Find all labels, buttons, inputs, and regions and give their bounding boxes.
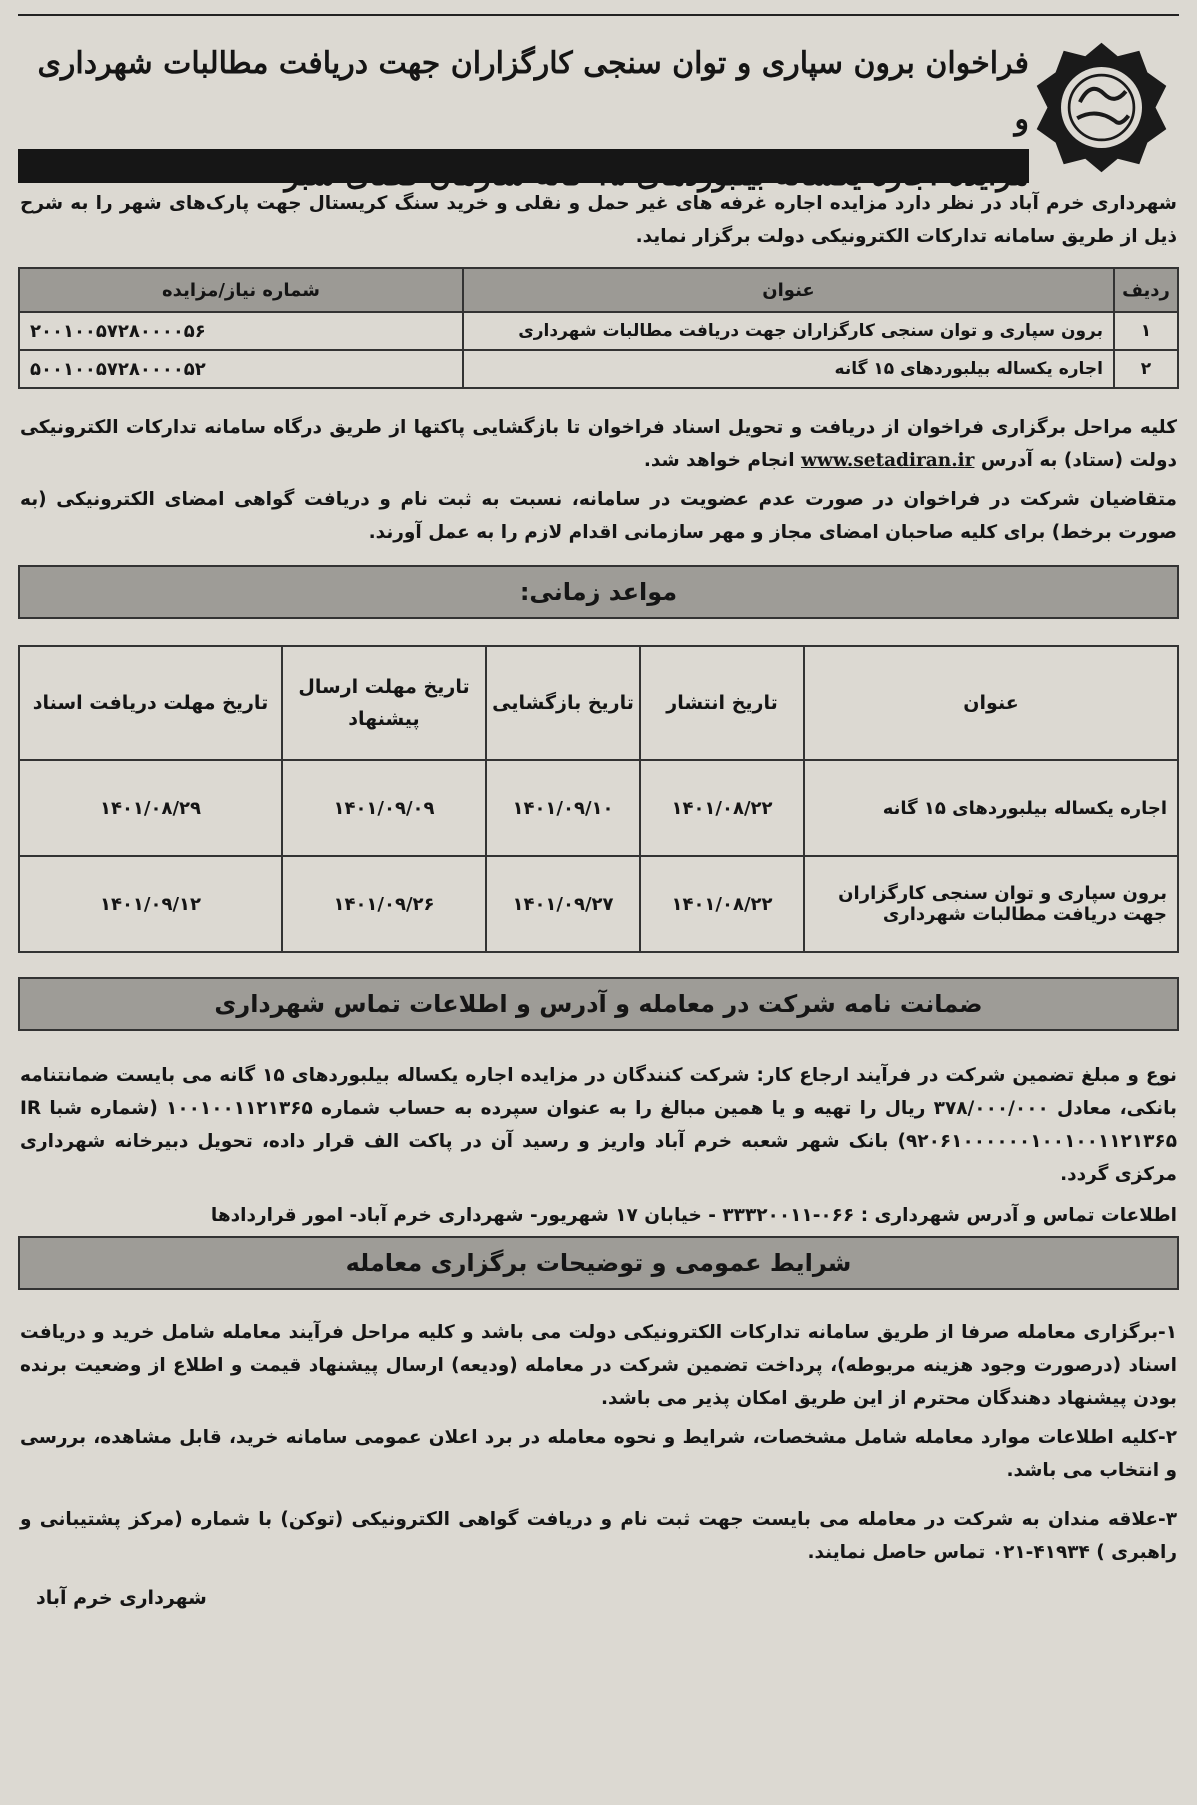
schedule-title: برون سپاری و توان سنجی کارگزاران جهت دریافت مطالبات شهرداری <box>804 856 1178 952</box>
procedure-text: کلیه مراحل برگزاری فراخوان از دریافت و تحویل اسناد فراخوان تا بازگشایی پاکتها از طریق درگاه سامانه تدارکات الکترونیکی دولت (ستاد) به آدرس <box>20 417 1177 471</box>
submit-date: ۱۴۰۱/۰۹/۲۶ <box>282 856 486 952</box>
header <box>18 14 1179 181</box>
col-header-publish: تاریخ انتشار <box>640 646 804 760</box>
row-number: ۲ <box>1114 350 1178 388</box>
schedule-table <box>18 645 1179 953</box>
col-header-title: عنوان <box>463 268 1114 312</box>
receive-date: ۱۴۰۱/۰۸/۲۹ <box>19 760 282 856</box>
auction-table <box>18 267 1179 389</box>
col-header-receive: تاریخ مهلت دریافت اسناد <box>19 646 282 760</box>
row-number: ۱ <box>1114 312 1178 350</box>
guarantee-paragraph: نوع و مبلغ تضمین شرکت در فرآیند ارجاع کار: شرکت کنندگان در مزایده اجاره یکساله بیلبوردهای ۱۵ گانه می بایست ضمانتنامه بانکی، معادل ۳۷۸/۰۰۰/۰۰۰ ریال را تهیه و یا همین مبالغ را به عنوان سپرده به حساب شماره ۱۰۰۱۰۰۱۱۲۱۳۶۵ (شماره شبا IR ۹۲۰۶۱۰۰۰۰۰۰۱۰۰۱۰۰۱۱۲۱۳۶۵) بانک شهر شعبه خرم آباد واریز و رسید آن در پاکت الف قرار داده، تحویل دبیرخانه شهرداری مرکزی گردد. <box>20 1065 1178 1185</box>
row-title: اجاره یکساله بیلبوردهای ۱۵ گانه <box>463 350 1114 388</box>
condition-item-2: ۲-کلیه اطلاعات موارد معامله شامل مشخصات، شرایط و نحوه معامله در برد اعلان عمومی سامانه خرید، قابل مشاهده، بررسی و انتخاب می باشد. <box>20 1427 1177 1481</box>
intro-paragraph: شهرداری خرم آباد در نظر دارد مزایده اجاره غرفه های غیر حمل و نقلی و خرید سنگ کریستال جهت پارک‌های شهر را به شرح ذیل از طریق سامانه تدارکات الکترونیکی دولت برگزار نماید. <box>20 193 1177 247</box>
receive-date: ۱۴۰۱/۰۹/۱۲ <box>19 856 282 952</box>
guarantee-heading: ضمانت نامه شرکت در معامله و آدرس و اطلاعات تماس شهرداری <box>18 977 1179 1031</box>
opening-date: ۱۴۰۱/۰۹/۱۰ <box>486 760 640 856</box>
row-code: ۲۰۰۱۰۰۵۷۲۸۰۰۰۰۵۶ <box>19 312 463 350</box>
submit-date: ۱۴۰۱/۰۹/۰۹ <box>282 760 486 856</box>
conditions-heading: شرایط عمومی و توضیحات برگزاری معامله <box>18 1236 1179 1290</box>
col-header-submit: تاریخ مهلت ارسال پیشنهاد <box>282 646 486 760</box>
schedule-title: اجاره یکساله بیلبوردهای ۱۵ گانه <box>804 760 1178 856</box>
col-header-opening: تاریخ بازگشایی <box>486 646 640 760</box>
opening-date: ۱۴۰۱/۰۹/۲۷ <box>486 856 640 952</box>
col-header-title: عنوان <box>804 646 1178 760</box>
row-title: برون سپاری و توان سنجی کارگزاران جهت دریافت مطالبات شهرداری <box>463 312 1114 350</box>
header-divider-bar <box>18 149 1029 183</box>
col-header-number: شماره نیاز/مزایده <box>19 268 463 312</box>
publish-date: ۱۴۰۱/۰۸/۲۲ <box>640 856 804 952</box>
municipality-logo-icon <box>1034 40 1169 175</box>
condition-item-3: ۳-علاقه مندان به شرکت در معامله می بایست جهت ثبت نام و دریافت گواهی الکترونیکی (توکن) با شماره (مرکز پشتیبانی و راهبری ) ۴۱۹۳۴-۰۲۱ تماس حاصل نمایند. <box>20 1509 1177 1563</box>
col-header-row: ردیف <box>1114 268 1178 312</box>
registration-paragraph: متقاضیان شرکت در فراخوان در صورت عدم عضویت در سامانه، نسبت به ثبت نام و دریافت گواهی امضای الکترونیکی (به صورت برخط) برای کلیه صاحبان امضای مجاز و مهر سازمانی اقدام لازم را به عمل آورند. <box>20 489 1177 543</box>
condition-item-1: ۱-برگزاری معامله صرفا از طریق سامانه تدارکات الکترونیکی دولت می باشد و کلیه مراحل فرآیند معامله شامل خرید و دریافت اسناد (درصورت وجود هزینه مربوطه)، پرداخت تضمین شرکت در معامله (ودیعه) ارسال پیشنهاد قیمت و اطلاع از وضعیت برنده بودن پیشنهاد دهندگان محترم از این طریق امکان پذیر می باشد. <box>20 1322 1177 1409</box>
procedure-paragraph <box>20 411 1177 477</box>
table-row <box>19 312 1178 350</box>
table-row <box>19 856 1178 952</box>
setad-link[interactable]: www.setadiran.ir <box>800 450 975 471</box>
schedule-heading: مواعد زمانی: <box>18 565 1179 619</box>
publish-date: ۱۴۰۱/۰۸/۲۲ <box>640 760 804 856</box>
signature: شهرداری خرم آباد <box>36 1587 207 1609</box>
procedure-text-end: انجام خواهد شد. <box>643 450 795 471</box>
title-line-1: فراخوان برون سپاری و توان سنجی کارگزاران جهت دریافت مطالبات شهرداری و <box>37 46 1029 137</box>
row-code: ۵۰۰۱۰۰۵۷۲۸۰۰۰۰۵۲ <box>19 350 463 388</box>
table-row <box>19 350 1178 388</box>
contact-info: اطلاعات تماس و آدرس شهرداری : ۰۶۶-۳۳۳۲۰۰۱۱ - خیابان ۱۷ شهریور- شهرداری خرم آباد- امور قراردادها <box>210 1205 1177 1226</box>
table-row <box>19 760 1178 856</box>
